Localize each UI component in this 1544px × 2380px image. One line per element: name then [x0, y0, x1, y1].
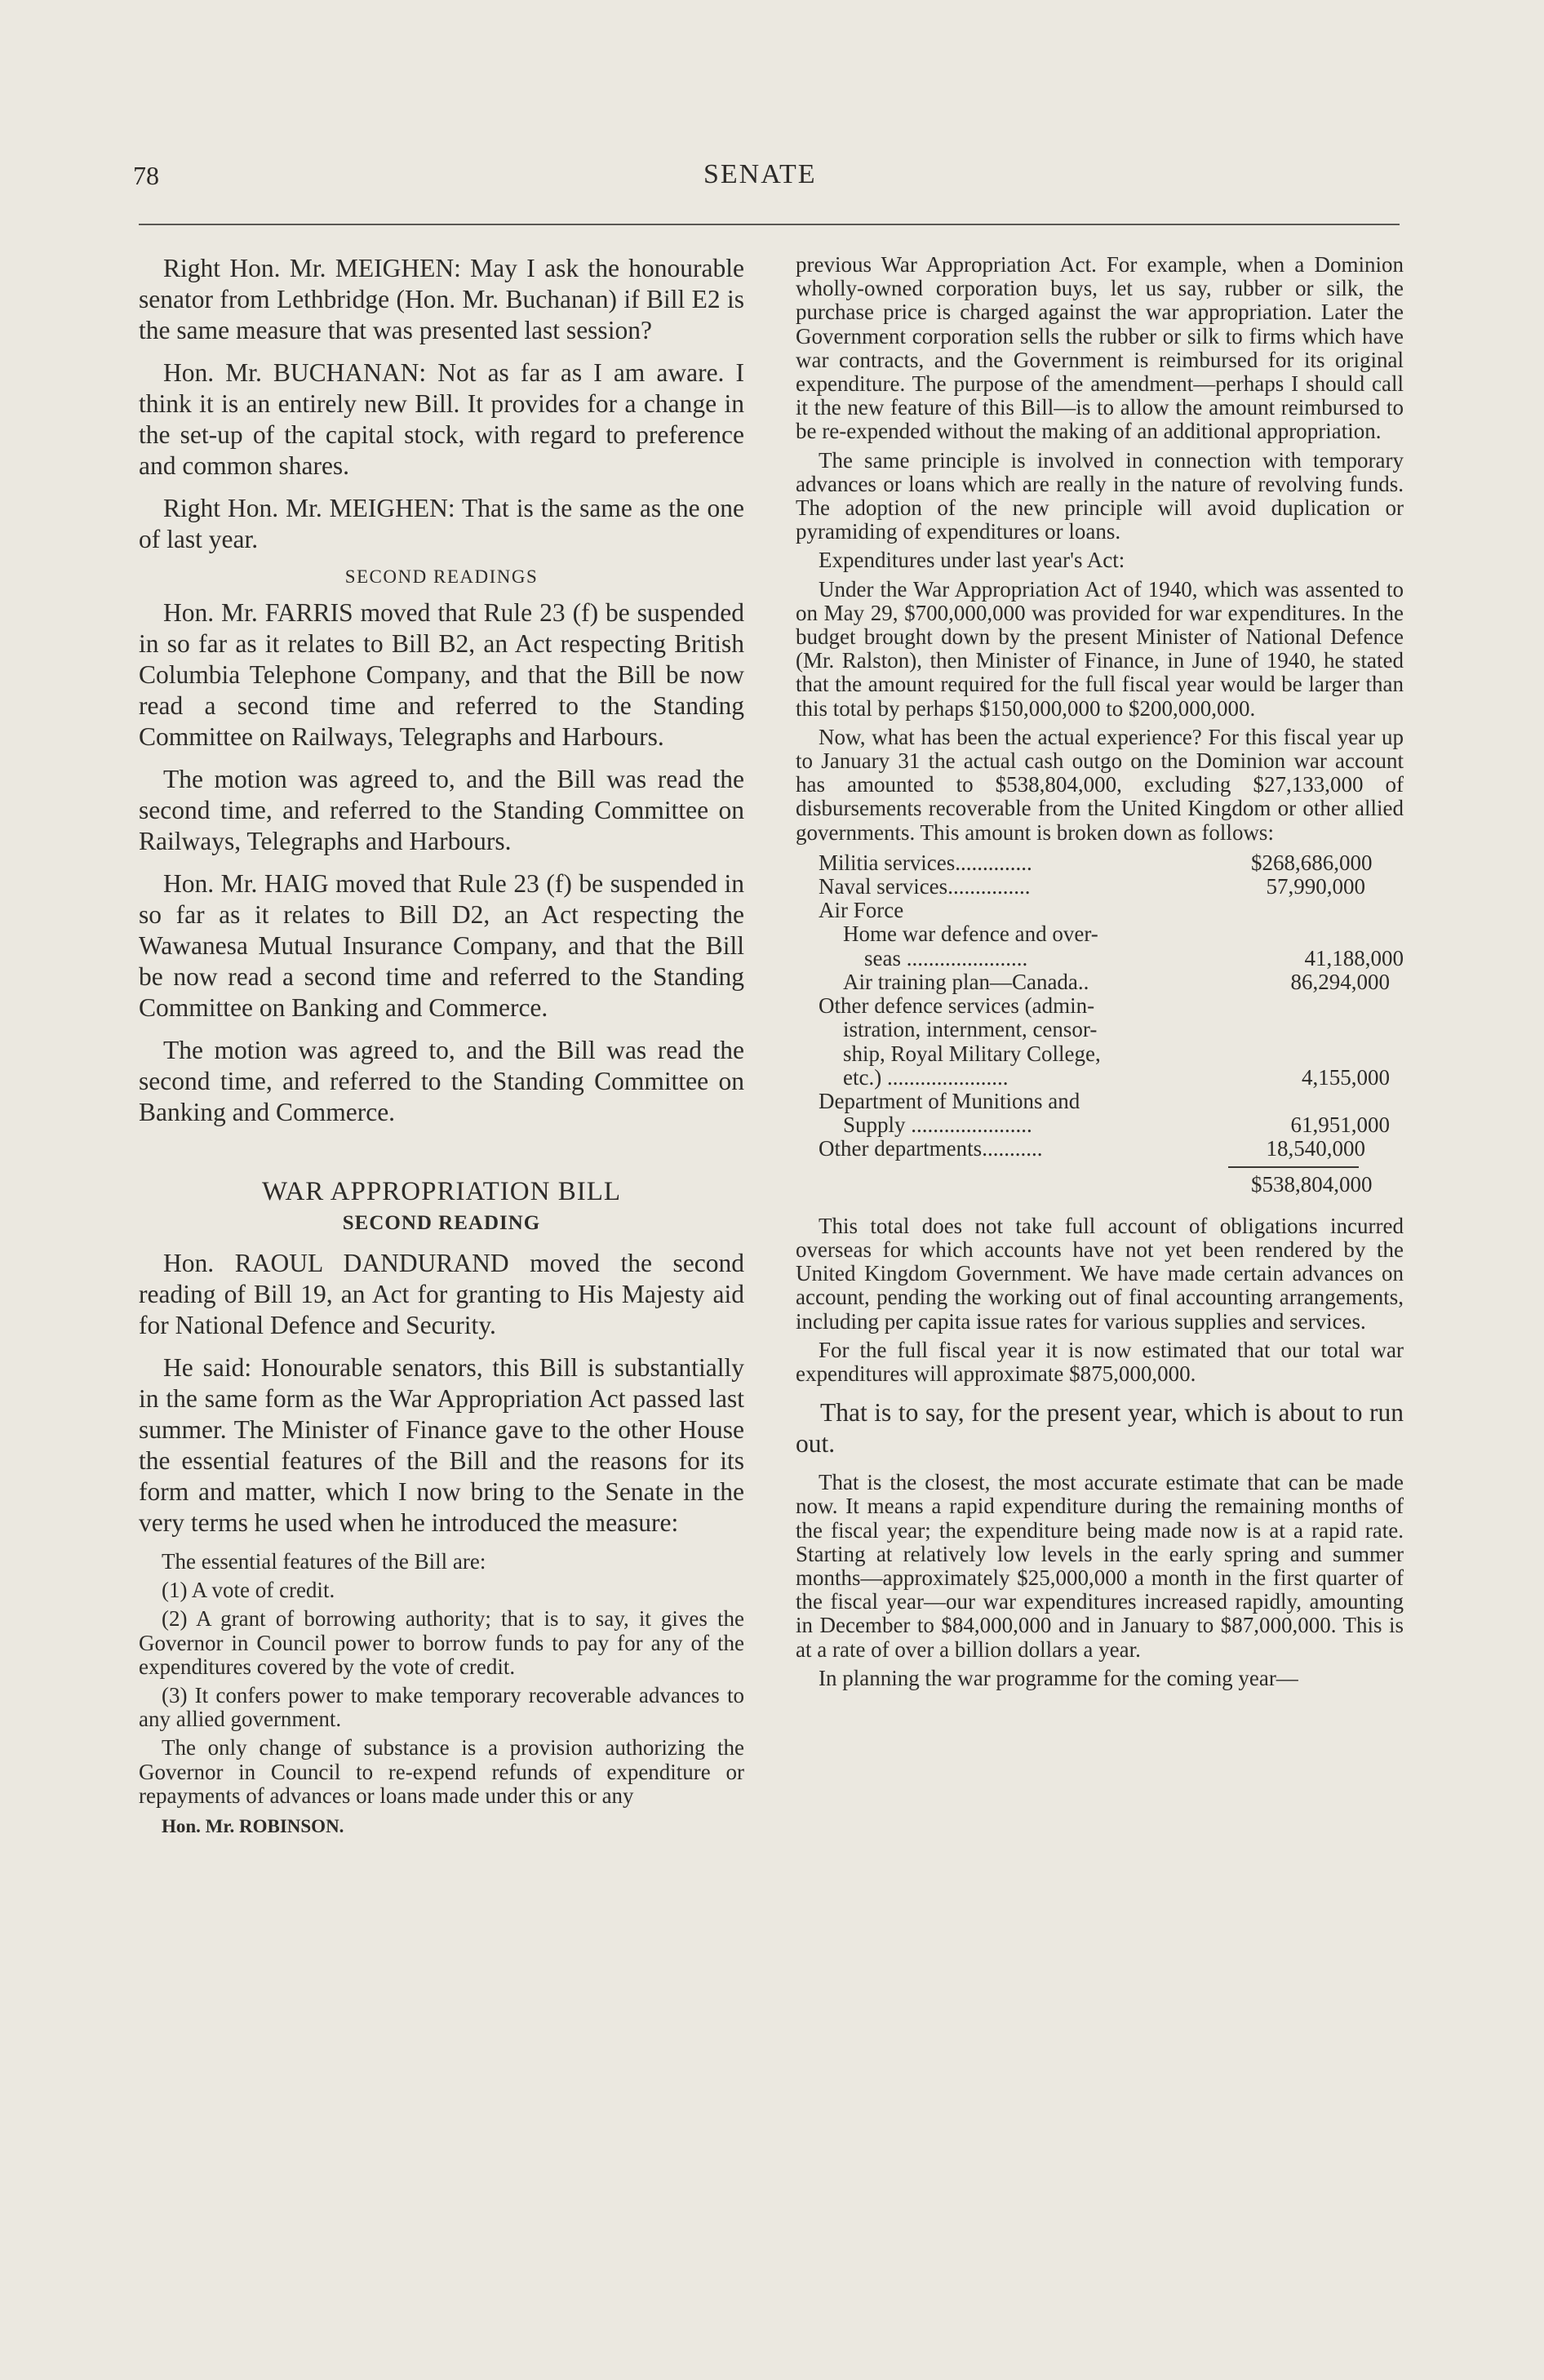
row-label: etc.)	[843, 1064, 882, 1090]
paragraph: That is to say, for the present year, which is about to run out.	[796, 1398, 1404, 1459]
quoted-paragraph: Now, what has been the actual experience? For this fiscal year up to January 31 the actual cash outgo on the Dominion war account has amounted to $538,804,000, excluding $27,133,000 of disbursements recoverable from the United Kingdom or other allied governments. This amount is broken down as follows:	[796, 724, 1404, 845]
footer-speaker: Hon. Mr. ROBINSON.	[162, 1816, 344, 1837]
bill-subheading: SECOND READING	[342, 1212, 541, 1234]
row-value: 18,540,000	[1266, 1136, 1365, 1161]
table-total-row	[796, 1173, 1404, 1197]
paragraph: He said: Honourable senators, this Bill is substantially in the same form as the War Appropriation Act passed last summer. The Minister of Finance gave to the other House the essential features of the Bill and the reasons for its form and matter, which I now bring to the Senate in the very terms he used when he introduced the measure:	[139, 1353, 744, 1537]
paragraph: The motion was agreed to, and the Bill was read the second time, and referred to the Standing Committee on Banking and Commerce.	[139, 1036, 744, 1126]
quoted-paragraph: In planning the war programme for the coming year—	[819, 1665, 1298, 1690]
table-row	[796, 1090, 1404, 1113]
paragraph: Hon. RAOUL DANDURAND moved the second reading of Bill 19, an Act for granting to His Majesty aid for National Defence and Security.	[139, 1249, 744, 1339]
row-label: Other departments	[819, 1136, 983, 1161]
paragraph: Hon. Mr. HAIG moved that Rule 23 (f) be suspended in so far as it relates to Bill D2, an Act respecting the Wawanesa Mutual Insurance Company, and that the Bill be now read a second time and referred to the Standing Committee on Banking and Commerce.	[139, 869, 744, 1022]
quoted-paragraph: Under the War Appropriation Act of 1940, which was assented to on May 29, $700,000,000 was provided for war expenditures. In the budget brought down by the present Minister of National Defence (Mr. Ralston), then Minister of Finance, in June of 1940, he stated that the amount required for the full fiscal year would be larger than this total by perhaps $150,000,000 to $200,000,000.	[796, 576, 1404, 721]
leader-dots: ......................	[886, 1064, 1009, 1090]
table-row	[796, 922, 1404, 946]
quoted-paragraph: For the full fiscal year it is now estimated that our total war expenditures will approximate $875,000,000.	[796, 1337, 1404, 1386]
row-label: Department of Munitions and	[819, 1088, 1080, 1113]
row-value: 4,155,000	[1302, 1064, 1390, 1090]
row-label: seas	[864, 945, 901, 970]
row-label: Militia services	[819, 850, 956, 875]
leader-dots: ......................	[911, 1112, 1032, 1138]
paragraph: Hon. Mr. BUCHANAN: Not as far as I am aware. I think it is an entirely new Bill. It provides for a change in the set-up of the capital stock, with regard to preference and common shares.	[139, 358, 744, 480]
bill-heading: WAR APPROPRIATION BILL	[261, 1177, 622, 1206]
row-value: $268,686,000	[1251, 850, 1373, 875]
table-row	[796, 851, 1404, 875]
quoted-paragraph: The same principle is involved in connection with temporary advances or loans which are really in the nature of revolving funds. The adoption of the new principle will avoid duplication or pyramiding of expenditures or loans.	[796, 447, 1404, 544]
header-rule	[139, 224, 1400, 225]
row-label: Supply	[843, 1112, 906, 1138]
table-row	[796, 1137, 1404, 1161]
table-row	[796, 1018, 1404, 1041]
table-row	[796, 899, 1404, 922]
quoted-paragraph: (3) It confers power to make temporary recoverable advances to any allied government.	[139, 1683, 744, 1732]
table-row	[796, 1042, 1404, 1066]
paragraph: Right Hon. Mr. MEIGHEN: May I ask the honourable senator from Lethbridge (Hon. Mr. Buchanan) if Bill E2 is the same measure that was presented last session?	[139, 254, 744, 344]
right-column	[796, 253, 1404, 1695]
paragraph: Right Hon. Mr. MEIGHEN: That is the same as the one of last year.	[139, 494, 744, 553]
table-row	[796, 1066, 1404, 1090]
total-rule	[1228, 1166, 1359, 1168]
table-row	[796, 994, 1404, 1018]
leader-dots: ......................	[906, 945, 1028, 970]
row-value: 57,990,000	[1266, 874, 1365, 899]
total-value: $538,804,000	[1251, 1171, 1373, 1197]
row-value: 41,188,000	[1304, 945, 1404, 970]
table-row	[796, 1113, 1404, 1137]
quoted-paragraph: (1) A vote of credit.	[162, 1578, 335, 1603]
row-label: Other defence services (admin-	[819, 993, 1095, 1019]
row-value: 86,294,000	[1290, 969, 1390, 994]
leader-dots: ...............	[947, 874, 1031, 899]
quoted-paragraph: This total does not take full account of obligations incurred overseas for which accounts have not yet been rendered by the United Kingdom Government. We have made certain advances on account, pending the working out of final accounting arrangements, including per capita issue rates for various supplies and services.	[796, 1213, 1404, 1334]
quoted-paragraph: (2) A grant of borrowing authority; that is to say, it gives the Governor in Council power to borrow funds to pay for any of the expenditures covered by the vote of credit.	[139, 1606, 744, 1679]
row-label: Home war defence and over-	[843, 921, 1098, 947]
table-row	[796, 875, 1404, 899]
quoted-paragraph: That is the closest, the most accurate estimate that can be made now. It means a rapid expenditure during the remaining months of the fiscal year; the expenditure being made now is at a rapid rate. Starting at relatively low levels in the early spring and summer months—approximately $25,000,000 a month in the first quarter of the fiscal year—our war expenditures increased rapidly, amounting in December to $84,000,000 and in January to $87,000,000. This is at a rate of over a billion dollars a year.	[796, 1470, 1404, 1662]
leader-dots: ...........	[982, 1136, 1043, 1161]
table-row	[796, 970, 1404, 994]
quoted-paragraph: previous War Appropriation Act. For example, when a Dominion wholly-owned corporation buys, let us say, rubber or silk, the purchase price is charged against the war appropriation. Later the Government corporation sells the rubber or silk to firms which have war contracts, and the Government is reimbursed for its original expenditure. The purpose of the amendment—perhaps I should call it the new feature of this Bill—is to allow the amount reimbursed to be re-expended without the making of an additional appropriation.	[796, 252, 1404, 444]
section-heading: SECOND READINGS	[344, 566, 539, 587]
row-label: Naval services	[819, 874, 948, 899]
row-label: ship, Royal Military College,	[843, 1041, 1101, 1066]
row-label: istration, internment, censor-	[843, 1017, 1098, 1042]
paragraph: Hon. Mr. FARRIS moved that Rule 23 (f) be suspended in so far as it relates to Bill B2, an Act respecting British Columbia Telephone Company, and that the Bill be now read a second time and referred to the Standing Committee on Railways, Telegraphs and Harbours.	[139, 598, 744, 751]
expenditure-table	[796, 851, 1404, 1197]
left-column	[139, 253, 744, 1837]
leader-dots: ..............	[955, 850, 1032, 875]
row-label: Air Force	[819, 898, 904, 923]
page-number: 78	[133, 161, 159, 190]
quoted-paragraph: The essential features of the Bill are:	[162, 1549, 486, 1574]
paragraph: The motion was agreed to, and the Bill was read the second time, and referred to the Standing Committee on Railways, Telegraphs and Harbours.	[139, 765, 744, 855]
row-value: 61,951,000	[1290, 1112, 1390, 1138]
row-label: Air training plan—Canada	[843, 969, 1078, 994]
running-head: SENATE	[703, 159, 817, 189]
quoted-paragraph: Expenditures under last year's Act:	[819, 548, 1125, 573]
quoted-paragraph: The only change of substance is a provision authorizing the Governor in Council to re-expend refunds of expenditure or repayments of advances or loans made under this or any	[139, 1735, 744, 1808]
table-row	[796, 947, 1404, 970]
leader-dots: ..	[1077, 969, 1089, 994]
